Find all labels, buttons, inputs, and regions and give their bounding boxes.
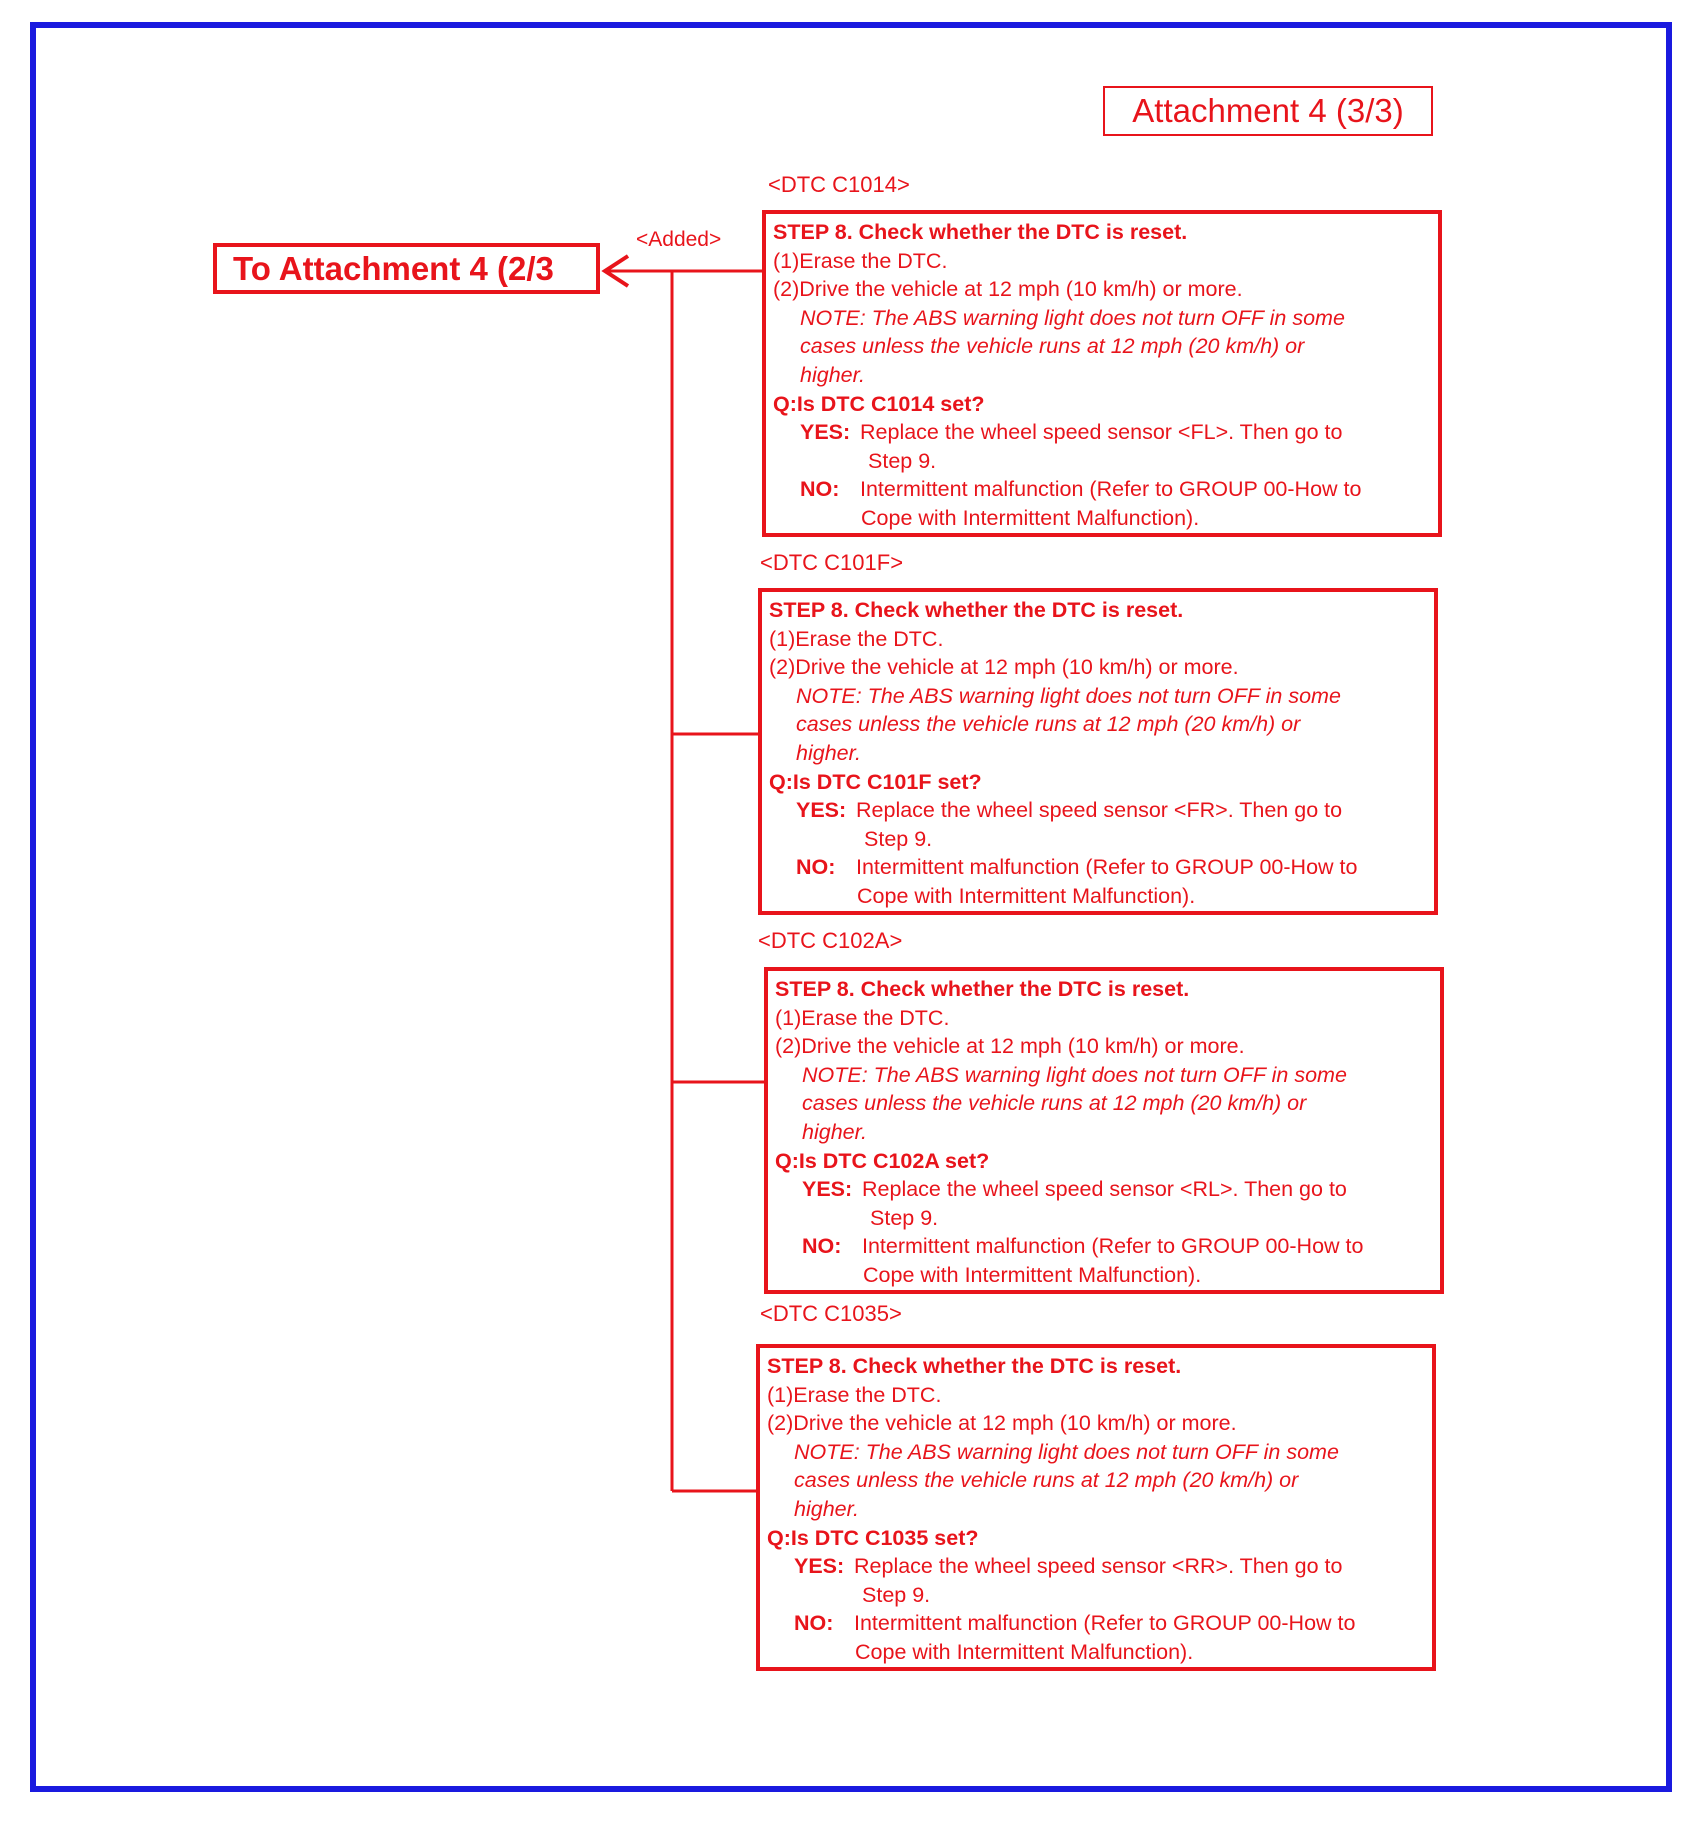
question: Q:Is DTC C1014 set? [773, 391, 985, 416]
no-continuation: Cope with Intermittent Malfunction). [861, 505, 1200, 530]
no-label: NO: [800, 477, 840, 502]
no-text: Intermittent malfunction (Refer to GROUP 00-How to [862, 1234, 1364, 1259]
yes-text: Replace the wheel speed sensor <RL>. Then go to [862, 1177, 1347, 1202]
yes-text: Replace the wheel speed sensor <FL>. Then go to [860, 420, 1343, 445]
note-line-2: cases unless the vehicle runs at 12 mph (20 km/h) or [800, 334, 1305, 359]
yes-text: Replace the wheel speed sensor <RR>. Then go to [854, 1554, 1343, 1579]
step-box-c102a [764, 967, 1444, 1294]
step-box-c1014 [762, 210, 1442, 537]
note-line-1: NOTE: The ABS warning light does not turn OFF in some [794, 1439, 1339, 1464]
step-title: STEP 8. Check whether the DTC is reset. [775, 977, 1190, 1001]
step-item-2: (2)Drive the vehicle at 12 mph (10 km/h) or more. [769, 655, 1239, 680]
dtc-label-c1014: <DTC C1014> [768, 172, 910, 197]
yes-continuation: Step 9. [864, 826, 933, 851]
note-line-3: higher. [796, 740, 861, 765]
note-line-2: cases unless the vehicle runs at 12 mph (20 km/h) or [794, 1468, 1299, 1493]
no-label: NO: [802, 1234, 842, 1259]
dtc-label-c1035: <DTC C1035> [760, 1301, 902, 1326]
yes-label: YES: [800, 420, 851, 445]
no-text: Intermittent malfunction (Refer to GROUP 00-How to [860, 477, 1362, 502]
note-line-2: cases unless the vehicle runs at 12 mph (20 km/h) or [796, 712, 1301, 737]
step-item-2: (2)Drive the vehicle at 12 mph (10 km/h) or more. [775, 1034, 1245, 1059]
yes-continuation: Step 9. [862, 1582, 931, 1607]
note-line-3: higher. [802, 1119, 867, 1144]
step-item-1: (1)Erase the DTC. [769, 626, 944, 651]
added-label: <Added> [636, 228, 722, 251]
yes-label: YES: [802, 1177, 853, 1202]
note-line-1: NOTE: The ABS warning light does not turn OFF in some [800, 305, 1345, 330]
step-item-1: (1)Erase the DTC. [773, 248, 948, 273]
no-continuation: Cope with Intermittent Malfunction). [857, 883, 1196, 908]
note-line-3: higher. [800, 362, 865, 387]
no-text: Intermittent malfunction (Refer to GROUP 00-How to [854, 1611, 1356, 1636]
yes-text: Replace the wheel speed sensor <FR>. Then go to [856, 798, 1343, 823]
no-text: Intermittent malfunction (Refer to GROUP 00-How to [856, 855, 1358, 880]
note-line-1: NOTE: The ABS warning light does not turn OFF in some [802, 1062, 1347, 1087]
attachment-title: Attachment 4 (3/3) [1103, 86, 1433, 136]
step-item-1: (1)Erase the DTC. [775, 1005, 950, 1030]
step-box-c1035 [756, 1344, 1436, 1671]
yes-label: YES: [794, 1554, 845, 1579]
no-label: NO: [796, 855, 836, 880]
dtc-label-c101f: <DTC C101F> [760, 550, 904, 575]
yes-continuation: Step 9. [868, 448, 937, 473]
yes-label: YES: [796, 798, 847, 823]
dtc-label-c102a: <DTC C102A> [758, 928, 903, 953]
question: Q:Is DTC C102A set? [775, 1148, 990, 1173]
no-label: NO: [794, 1611, 834, 1636]
step-title: STEP 8. Check whether the DTC is reset. [767, 1354, 1182, 1378]
question: Q:Is DTC C101F set? [769, 769, 982, 794]
question: Q:Is DTC C1035 set? [767, 1525, 979, 1550]
step-item-1: (1)Erase the DTC. [767, 1382, 942, 1407]
step-title: STEP 8. Check whether the DTC is reset. [769, 598, 1184, 622]
step-title: STEP 8. Check whether the DTC is reset. [773, 220, 1188, 244]
step-box-c101f [758, 588, 1438, 915]
note-line-3: higher. [794, 1496, 859, 1521]
note-line-2: cases unless the vehicle runs at 12 mph (20 km/h) or [802, 1091, 1307, 1116]
step-item-2: (2)Drive the vehicle at 12 mph (10 km/h) or more. [773, 277, 1243, 302]
step-item-2: (2)Drive the vehicle at 12 mph (10 km/h) or more. [767, 1411, 1237, 1436]
no-continuation: Cope with Intermittent Malfunction). [863, 1262, 1202, 1287]
yes-continuation: Step 9. [870, 1205, 939, 1230]
to-attachment-link: To Attachment 4 (2/3 [213, 243, 600, 294]
no-continuation: Cope with Intermittent Malfunction). [855, 1639, 1194, 1664]
note-line-1: NOTE: The ABS warning light does not turn OFF in some [796, 683, 1341, 708]
